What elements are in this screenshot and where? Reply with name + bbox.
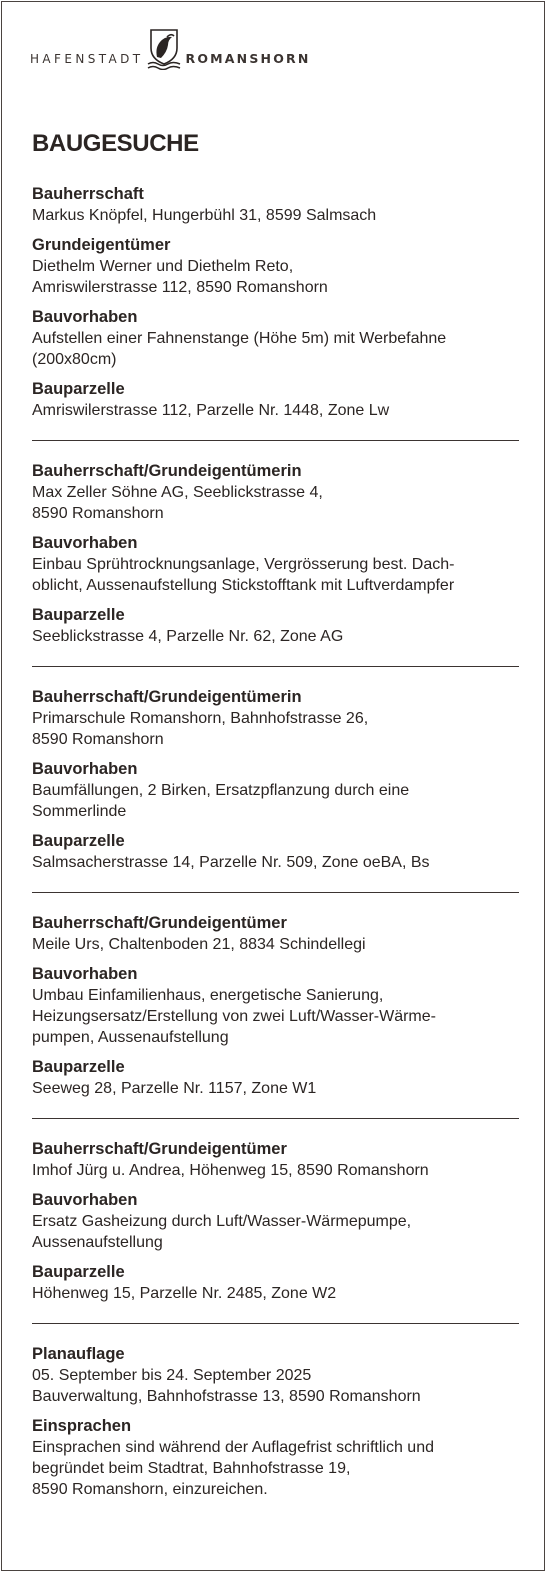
field-block bbox=[32, 913, 519, 955]
field-value: Ersatz Gasheizung durch Luft/Wasser-Wärmepumpe, Aussenaufstellung bbox=[32, 1213, 412, 1251]
field-block bbox=[32, 533, 519, 596]
field-block bbox=[32, 1057, 519, 1099]
field-value: Meile Urs, Chaltenboden 21, 8834 Schindellegi bbox=[32, 936, 366, 953]
field-block bbox=[32, 235, 519, 298]
field-value: Primarschule Romanshorn, Bahnhofstrasse 26, 8590 Romanshorn bbox=[32, 710, 369, 748]
field-block bbox=[32, 307, 519, 370]
field-value: 05. September bis 24. September 2025 Bauverwaltung, Bahnhofstrasse 13, 8590 Romanshorn bbox=[32, 1367, 421, 1405]
field-label: Bauherrschaft/Grundeigentümer bbox=[32, 914, 287, 932]
field-block bbox=[32, 831, 519, 873]
field-block bbox=[32, 687, 519, 750]
field-value: Höhenweg 15, Parzelle Nr. 2485, Zone W2 bbox=[32, 1285, 337, 1302]
field-block bbox=[32, 379, 519, 421]
page-title: BAUGESUCHE bbox=[32, 130, 199, 157]
field-label: Bauherrschaft/Grundeigentümerin bbox=[32, 688, 302, 706]
field-block bbox=[32, 1139, 519, 1181]
field-block bbox=[32, 964, 519, 1048]
field-value: Max Zeller Söhne AG, Seeblickstrasse 4, 8590 Romanshorn bbox=[32, 484, 323, 522]
field-label: Bauherrschaft/Grundeigentümer bbox=[32, 1140, 287, 1158]
field-label: Bauherrschaft bbox=[32, 185, 144, 203]
field-label: Bauvorhaben bbox=[32, 760, 138, 778]
romanshorn-coat-of-arms-icon bbox=[146, 28, 182, 70]
field-label: Bauparzelle bbox=[32, 606, 125, 624]
field-block bbox=[32, 461, 519, 524]
field-block bbox=[32, 1416, 519, 1500]
field-value: Salmsacherstrasse 14, Parzelle Nr. 509, Zone oeBA, Bs bbox=[32, 854, 430, 871]
field-label: Bauparzelle bbox=[32, 832, 125, 850]
list-item bbox=[32, 913, 519, 1119]
field-label: Planauflage bbox=[32, 1345, 125, 1363]
field-label: Bauparzelle bbox=[32, 1263, 125, 1281]
field-value: Aufstellen einer Fahnenstange (Höhe 5m) mit Werbefahne (200x80cm) bbox=[32, 330, 447, 368]
document-frame bbox=[1, 1, 545, 1571]
field-value: Einbau Sprühtrocknungsanlage, Vergrösserung best. Dach- oblicht, Aussenaufstellung Stickstofftank mit Luftverdampfer bbox=[32, 556, 455, 594]
list-item bbox=[32, 184, 519, 441]
field-label: Bauvorhaben bbox=[32, 1191, 138, 1209]
entries-list bbox=[32, 184, 522, 1519]
list-item bbox=[32, 461, 519, 667]
field-value: Baumfällungen, 2 Birken, Ersatzpflanzung durch eine Sommerlinde bbox=[32, 782, 410, 820]
field-value: Einsprachen sind während der Auflagefrist schriftlich und begründet beim Stadtrat, Bahnhofstrasse 19, 8590 Romanshorn, einzureichen. bbox=[32, 1439, 434, 1498]
field-value: Imhof Jürg u. Andrea, Höhenweg 15, 8590 Romanshorn bbox=[32, 1162, 429, 1179]
field-block bbox=[32, 1190, 519, 1253]
field-label: Bauparzelle bbox=[32, 380, 125, 398]
field-label: Einsprachen bbox=[32, 1417, 132, 1435]
brand-header bbox=[30, 28, 311, 70]
field-block bbox=[32, 184, 519, 226]
field-label: Bauvorhaben bbox=[32, 965, 138, 983]
field-label: Bauvorhaben bbox=[32, 308, 138, 326]
brand-text-right: ROMANSHORN bbox=[185, 51, 311, 66]
field-block bbox=[32, 605, 519, 647]
list-item bbox=[32, 1344, 519, 1519]
brand-text-left: HAFENSTADT bbox=[30, 52, 144, 66]
field-value: Seeweg 28, Parzelle Nr. 1157, Zone W1 bbox=[32, 1080, 317, 1097]
list-item bbox=[32, 1139, 519, 1324]
field-value: Diethelm Werner und Diethelm Reto, Amriswilerstrasse 112, 8590 Romanshorn bbox=[32, 258, 328, 296]
field-block bbox=[32, 1344, 519, 1407]
field-label: Bauparzelle bbox=[32, 1058, 125, 1076]
field-value: Amriswilerstrasse 112, Parzelle Nr. 1448, Zone Lw bbox=[32, 402, 390, 419]
field-label: Bauvorhaben bbox=[32, 534, 138, 552]
field-label: Bauherrschaft/Grundeigentümerin bbox=[32, 462, 302, 480]
field-value: Seeblickstrasse 4, Parzelle Nr. 62, Zone AG bbox=[32, 628, 344, 645]
document-content bbox=[32, 130, 522, 1539]
list-item bbox=[32, 687, 519, 893]
field-label: Grundeigentümer bbox=[32, 236, 171, 254]
field-block bbox=[32, 1262, 519, 1304]
field-block bbox=[32, 759, 519, 822]
field-value: Markus Knöpfel, Hungerbühl 31, 8599 Salmsach bbox=[32, 207, 377, 224]
field-value: Umbau Einfamilienhaus, energetische Sanierung, Heizungsersatz/Erstellung von zwei Luft/Wasser-Wärme- pumpen, Aussenaufstellung bbox=[32, 987, 436, 1046]
